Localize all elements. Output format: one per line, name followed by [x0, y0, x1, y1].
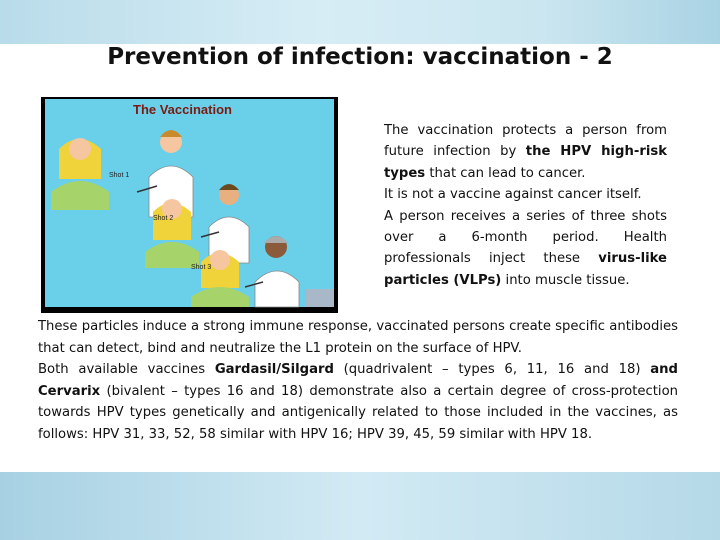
side-text-vlps: virus-like particles (VLPs): [384, 251, 667, 288]
body-text-cervarix: and Cervarix: [38, 362, 678, 399]
body-text-3: (quadrivalent – types 6, 11, 16 and 18): [333, 362, 651, 378]
side-text-3: It is not a vaccine against cancer itself.: [384, 187, 642, 203]
shot-2-label: Shot 2: [153, 215, 174, 222]
side-text-hpv-high-risk: the HPV high-risk types: [384, 144, 667, 181]
bottom-decorative-band: [0, 472, 720, 540]
body-text-gardasil: Gardasil/Silgard: [214, 362, 334, 378]
body-text-4: (bivalent – types 16 and 18) demonstrate also a certain degree of cross-protection towards HPV types genetically and antigenically related to those included in the vaccines, as follows: HPV 31, 33, 52, 58 similar with HPV 16; HPV 39, 45, 59 similar with HPV 18.: [38, 383, 678, 442]
side-text-5: into muscle tissue.: [501, 272, 630, 288]
logo-mark: [306, 289, 334, 307]
shot-3-label: Shot 3: [191, 264, 212, 271]
top-decorative-band: [0, 0, 720, 44]
side-text-4: A person receives a series of three shots over a 6-month period. Health professionals inject these: [384, 208, 667, 267]
body-paragraph: [38, 316, 678, 446]
body-text-2: Both available vaccines: [38, 362, 215, 378]
shot-1-label: Shot 1: [109, 172, 130, 179]
side-paragraph: [384, 120, 667, 291]
vaccination-illustration-svg: [41, 97, 338, 313]
illustration-heading: The Vaccination: [133, 102, 232, 117]
patient-1: [51, 138, 109, 210]
body-text-1: These particles induce a strong immune response, vaccinated persons create specific antibodies that can detect, bind and neutralize the L1 protein on the surface of HPV.: [38, 319, 678, 356]
slide-title: Prevention of infection: vaccination - 2: [107, 44, 613, 70]
side-text-1: The vaccination protects a person from future infection by: [384, 123, 667, 160]
vaccination-illustration: [41, 97, 338, 313]
side-text-2: that can lead to cancer.: [425, 165, 586, 181]
